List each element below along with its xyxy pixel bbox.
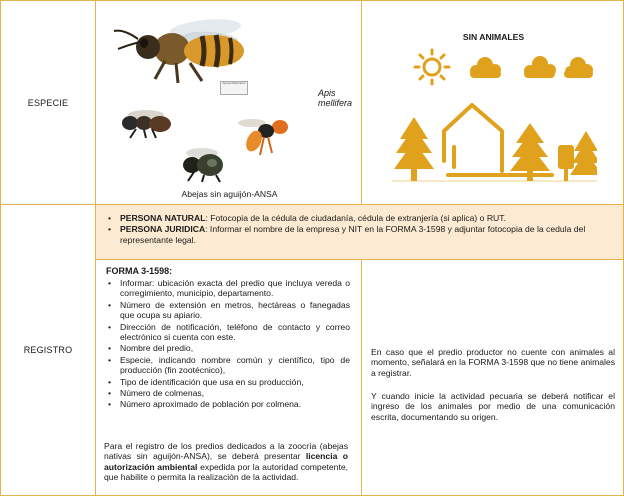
list-item: • Número de extensión en metros, hectáreas o fanegadas que ocupa su apiario. [102,300,350,321]
cloud-icon-1 [470,57,501,78]
forma-requirements-cell [95,259,362,496]
list-item [102,224,614,246]
stingless-bee-1-image [116,107,174,139]
list-item: • Nombre del predio, [102,343,350,353]
persona-list [102,213,614,246]
forma-title: FORMA 3-1598: [106,266,173,276]
list-item: • Especie, indicando nombre común y científico, tipo de producción (fin zootécnico), [102,355,350,376]
beehive-icon [558,145,574,181]
persona-term: PERSONA NATURAL [120,213,206,223]
notification-paragraph: Y cuando inicie la actividad pecuaria se deberá notificar el ingreso de los animales por medio de una comunicación escrita, documentando su origen. [371,390,615,422]
list-item: • Dirección de notificación, teléfono de contacto y correo electrónico si cuenta con este. [102,322,350,343]
list-item: • Tipo de identificación que usa en su producción, [102,377,350,387]
species-name: Apis mellifera [318,88,353,108]
forma-list [102,278,350,411]
registro-label-cell [0,204,96,496]
sun-icon [415,50,449,84]
no-animals-notes-cell [361,259,624,496]
tree-icon-left [394,117,434,181]
list-item: • Número aproximado de población por colmena. [102,399,350,409]
list-item: • Número de colmenas, [102,388,350,398]
small-tree-icon [570,131,597,175]
cloud-icon-3 [564,57,593,78]
persona-term: PERSONA JURIDICA [120,224,206,234]
no-animals-illustration [392,47,597,197]
persona-requirements-cell [95,204,624,260]
stingless-bee-2-image [236,115,292,159]
species-caption: Abejas sin aguijón-ANSA [181,189,278,199]
registro-label: REGISTRO [23,345,73,355]
no-animals-paragraph: En caso que el predio productor no cuente con animales al momento, señalará en la FORMA 3-1598 que no tiene animales a registrar. [371,346,615,378]
list-item: • Informar: ubicación exacta del predio que incluya vereda o corregimiento, municipio, departamento. [102,278,350,299]
cloud-icon-2 [524,56,556,78]
tree-icon-right [510,123,550,181]
honey-bee-image [110,9,260,87]
no-animals-cell [361,0,624,205]
especie-label: ESPECIE [27,97,69,108]
stingless-bee-3-image [180,147,230,183]
persona-text: : Fotocopia de la cédula de ciudadanía, cédula de extranjería (si aplica) o RUT. [205,213,506,223]
source-logo: Aprovechamiento [220,81,248,95]
especie-label-cell [0,0,96,205]
zoocria-paragraph: Para el registro de los predios dedicados a la zoocría (abejas nativas sin aguijón-ANSA), se deberá presentar licencia o autorización ambiental expedida por la autoridad competente, que habilite o permita la realización de la actividad. [104,440,348,483]
species-images-cell [95,0,362,205]
persona-text: : Informar el nombre de la empresa y NIT en la FORMA 3-1598 y adjuntar fotocopia de la cedula del representante legal. [120,224,586,245]
no-animals-title: SIN ANIMALES [462,32,525,42]
list-item [102,213,614,224]
